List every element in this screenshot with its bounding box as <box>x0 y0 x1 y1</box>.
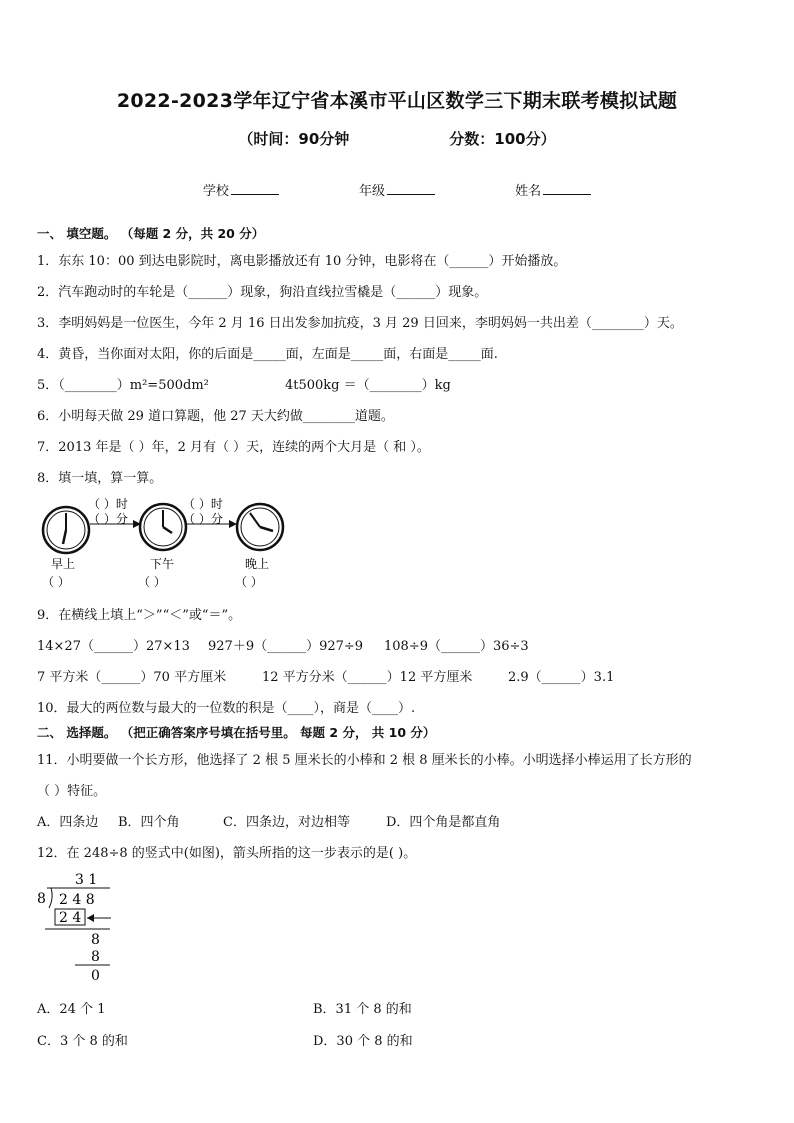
name-blank[interactable] <box>543 194 591 195</box>
school-blank[interactable] <box>231 194 279 195</box>
question-7: 7．2013 年是（ ）年，2 月有（ ）天，连续的两个大月是（ 和 ）。 <box>37 440 430 455</box>
paren-morning: （ ） <box>42 575 70 589</box>
section1-heading: 一、 填空题。 （每题 2 分，共 20 分） <box>37 226 265 241</box>
school-label: 学校 <box>202 184 229 199</box>
division-step2: 8 <box>91 949 100 965</box>
section2-heading: 二、 选择题。 （把正确答案序号填在括号里。 每题 2 分， 共 10 分） <box>37 725 436 740</box>
clock1-hour-label: （ ）时 <box>88 497 128 511</box>
question-2: 2．汽车跑动时的车轮是（______）现象，狗沿直线拉雪橇是（______）现象。 <box>37 285 488 300</box>
question-10: 10．最大的两位数与最大的一位数的积是（____），商是（____）. <box>37 701 416 716</box>
clock-diagram <box>40 497 300 592</box>
q11-option-d: D．四个角是都直角 <box>386 815 501 830</box>
exam-time-score <box>0 128 794 149</box>
long-division-figure <box>35 868 145 988</box>
division-dividend: 2 4 8 <box>59 892 95 908</box>
question-5b: 4t500kg ＝（________）kg <box>285 378 451 393</box>
grade-blank[interactable] <box>387 194 435 195</box>
q12-option-b: B．31 个 8 的和 <box>313 1002 412 1017</box>
clocks-svg <box>40 497 300 592</box>
q9-row2-c: 2.9（______）3.1 <box>508 670 615 685</box>
clock2-minute-label: （ ）分 <box>183 512 223 526</box>
division-quotient: 3 1 <box>75 872 98 888</box>
q11-option-a: A．四条边 <box>37 815 99 830</box>
division-step1: 2 4 <box>59 910 82 926</box>
clock1-minute-label: （ ）分 <box>88 512 128 526</box>
name-label: 姓名 <box>515 184 542 199</box>
q12-option-d: D．30 个 8 的和 <box>313 1034 413 1049</box>
clock-evening <box>237 504 283 550</box>
clock-afternoon <box>140 504 186 550</box>
clock2-hour-label: （ ）时 <box>183 497 223 511</box>
question-11: 11．小明要做一个长方形，他选择了 2 根 5 厘米长的小棒和 2 根 8 厘米长的小棒。小明选择小棒运用了长方形的 <box>37 753 692 768</box>
question-9: 9．在横线上填上“＞”“＜”或“＝”。 <box>37 608 242 623</box>
q11-option-c: C．四条边，对边相等 <box>223 815 350 830</box>
q9-row1-c: 108÷9（______）36÷3 <box>384 639 529 654</box>
q9-row1-b: 927＋9（______）927÷9 <box>208 639 364 654</box>
grade-label: 年级 <box>358 184 385 199</box>
paren-evening: （ ） <box>235 575 263 589</box>
q12-option-a: A．24 个 1 <box>37 1002 106 1017</box>
exam-time: （时间：90分钟 <box>238 130 350 148</box>
q9-row1-a: 14×27（______）27×13 <box>37 639 190 654</box>
division-bring-down: 8 <box>91 932 100 948</box>
label-evening: 晚上 <box>245 557 270 571</box>
division-divisor: 8 <box>37 891 46 907</box>
question-12: 12．在 248÷8 的竖式中(如图)，箭头所指的这一步表示的是( )。 <box>37 846 417 861</box>
q12-option-c: C．3 个 8 的和 <box>37 1034 128 1049</box>
q9-row2-b: 12 平方分米（______）12 平方厘米 <box>262 670 473 685</box>
question-1: 1．东东 10：00 到达电影院时，离电影播放还有 10 分钟，电影将在（______）开始播放。 <box>37 254 567 269</box>
student-info <box>0 180 794 199</box>
question-6: 6．小明每天做 29 道口算题，他 27 天大约做________道题。 <box>37 409 394 424</box>
division-remainder: 0 <box>91 968 100 984</box>
question-11-cont: （ ）特征。 <box>37 784 107 799</box>
page-title: 2022-2023学年辽宁省本溪市平山区数学三下期末联考模拟试题 <box>116 90 678 112</box>
clock-morning <box>43 507 89 553</box>
question-8: 8．填一填，算一算。 <box>37 471 163 486</box>
label-morning: 早上 <box>51 557 76 571</box>
label-afternoon: 下午 <box>150 557 175 571</box>
question-5a: 5．（________）m²=500dm² <box>37 378 209 393</box>
division-svg <box>35 868 145 988</box>
q11-option-b: B．四个角 <box>118 815 180 830</box>
paren-afternoon: （ ） <box>138 575 166 589</box>
question-4: 4．黄昏，当你面对太阳，你的后面是_____面，左面是_____面，右面是_____面. <box>37 347 498 362</box>
exam-score: 分数：100分） <box>449 130 556 148</box>
q9-row2-a: 7 平方米（______）70 平方厘米 <box>37 670 227 685</box>
question-3: 3．李明妈妈是一位医生，今年 2 月 16 日出发参加抗疫，3 月 29 日回来，李明妈妈一共出差（________）天。 <box>37 316 683 331</box>
